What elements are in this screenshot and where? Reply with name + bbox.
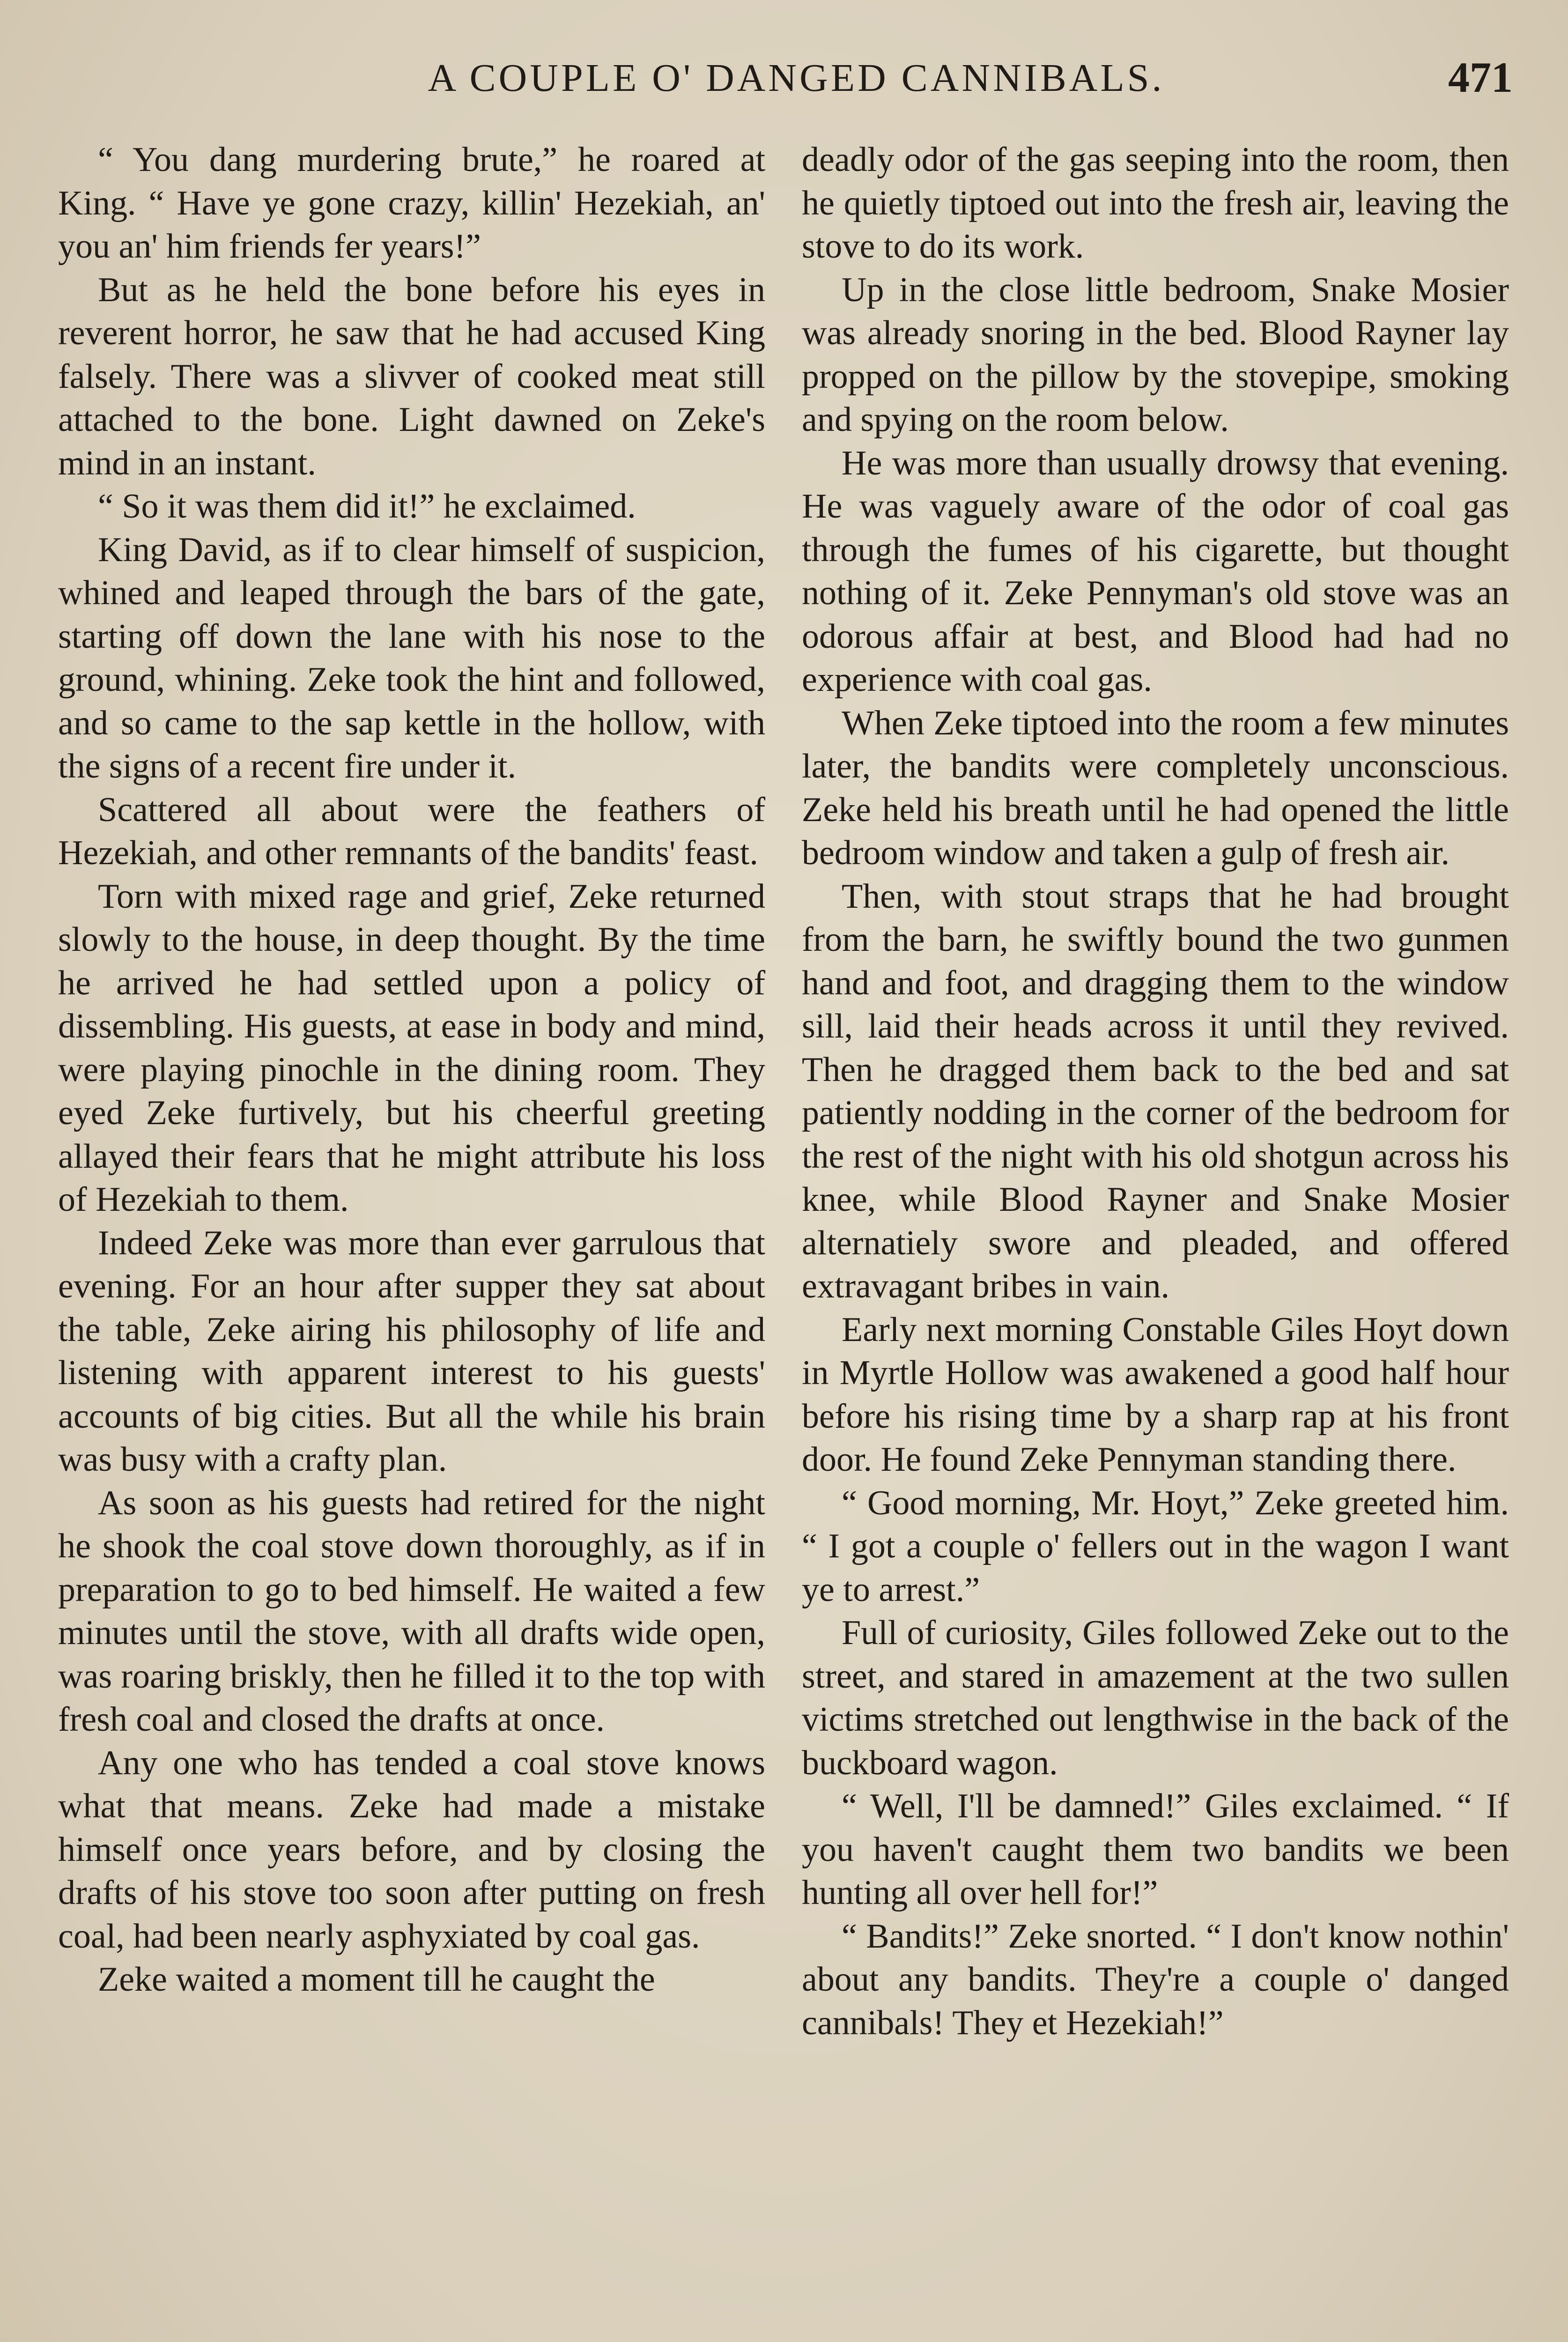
- page-number: 471: [1448, 53, 1513, 101]
- paragraph: “ You dang murdering brute,” he roared at King. “ Have ye gone crazy, killin' Hezekiah, an' you an' him friends fer years!”: [58, 141, 765, 266]
- paragraph: But as he held the bone before his eyes in reverent horror, he saw that he had accused King falsely. There was a slivver of cooked meat still attached to the bone. Light dawned on Zeke's mind in an instant.: [58, 270, 765, 482]
- paragraph: Torn with mixed rage and grief, Zeke returned slowly to the house, in deep thought. By the time he arrived he had settled upon a policy of dissembling. His guests, at ease in body and mind, were playing pinochle in the dining room. They eyed Zeke furtively, but his cheerful greeting allayed their fears that he might attribute his loss of Hezekiah to them.: [58, 877, 765, 1219]
- paragraph: King David, as if to clear himself of suspicion, whined and leaped through the bars of the gate, starting off down the lane with his nose to the ground, whining. Zeke took the hint and followed, and so came to the sap kettle in the hollow, with the signs of a recent fire under it.: [58, 530, 765, 786]
- paragraph: When Zeke tiptoed into the room a few minutes later, the bandits were completely unconscious. Zeke held his breath until he had opened the little bedroom window and taken a gulp of fresh air.: [802, 704, 1509, 872]
- paragraph: Full of curiosity, Giles followed Zeke out to the street, and stared in amazement at the two sullen victims stretched out lengthwise in the back of the buckboard wagon.: [802, 1614, 1509, 1782]
- right-column: [802, 138, 1509, 2045]
- paragraph: Then, with stout straps that he had brought from the barn, he swiftly bound the two gunmen hand and foot, and dragging them to the window sill, laid their heads across it until they revived. Then he dragged them back to the bed and sat patiently nodding in the corner of the bedroom for the rest of the night with his old shotgun across his knee, while Blood Rayner and Snake Mosier alternatiely swore and pleaded, and offered extravagant bribes in vain.: [802, 877, 1509, 1305]
- left-column: [58, 138, 765, 2001]
- running-title: A COUPLE O' DANGED CANNIBALS.: [428, 56, 1165, 100]
- paragraph-continued: deadly odor of the gas seeping into the room, then he quietly tiptoed out into the fresh air, leaving the stove to do its work.: [802, 141, 1509, 266]
- paragraph: “ Good morning, Mr. Hoyt,” Zeke greeted him. “ I got a couple o' fellers out in the wagon I want ye to arrest.”: [802, 1483, 1509, 1609]
- paragraph: “ Well, I'll be damned!” Giles exclaimed. “ If you haven't caught them two bandits we been hunting all over hell for!”: [802, 1787, 1509, 1912]
- paragraph: He was more than usually drowsy that evening. He was vaguely aware of the odor of coal gas through the fumes of his cigarette, but thought nothing of it. Zeke Pennyman's old stove was an odorous affair at best, and Blood had had no experience with coal gas.: [802, 444, 1509, 699]
- paragraph: “ Bandits!” Zeke snorted. “ I don't know nothin' about any bandits. They're a couple o' danged cannibals! They et Hezekiah!”: [802, 1917, 1509, 2042]
- paragraph: As soon as his guests had retired for the night he shook the coal stove down thoroughly, as if in preparation to go to bed himself. He waited a few minutes until the stove, with all drafts wide open, was roaring briskly, then he filled it to the top with fresh coal and closed the drafts at once.: [58, 1483, 765, 1739]
- paragraph: “ So it was them did it!” he exclaimed.: [98, 487, 636, 526]
- paragraph: Indeed Zeke was more than ever garrulous that evening. For an hour after supper they sat about the table, Zeke airing his philosophy of life and listening with apparent interest to his guests' accounts of big cities. But all the while his brain was busy with a crafty plan.: [58, 1223, 765, 1479]
- paragraph: Zeke waited a moment till he caught the: [98, 1960, 655, 1999]
- paragraph: Up in the close little bedroom, Snake Mosier was already snoring in the bed. Blood Rayner lay propped on the pillow by the stovepipe, smoking and spying on the room below.: [802, 270, 1509, 439]
- paragraph: Scattered all about were the feathers of Hezekiah, and other remnants of the bandits' feast.: [58, 790, 765, 872]
- paragraph: Early next morning Constable Giles Hoyt down in Myrtle Hollow was awakened a good half hour before his rising time by a sharp rap at his front door. He found Zeke Pennyman standing there.: [802, 1310, 1509, 1479]
- paragraph: Any one who has tended a coal stove knows what that means. Zeke had made a mistake himself once years before, and by closing the drafts of his stove too soon after putting on fresh coal, had been nearly asphyxiated by coal gas.: [58, 1743, 765, 1956]
